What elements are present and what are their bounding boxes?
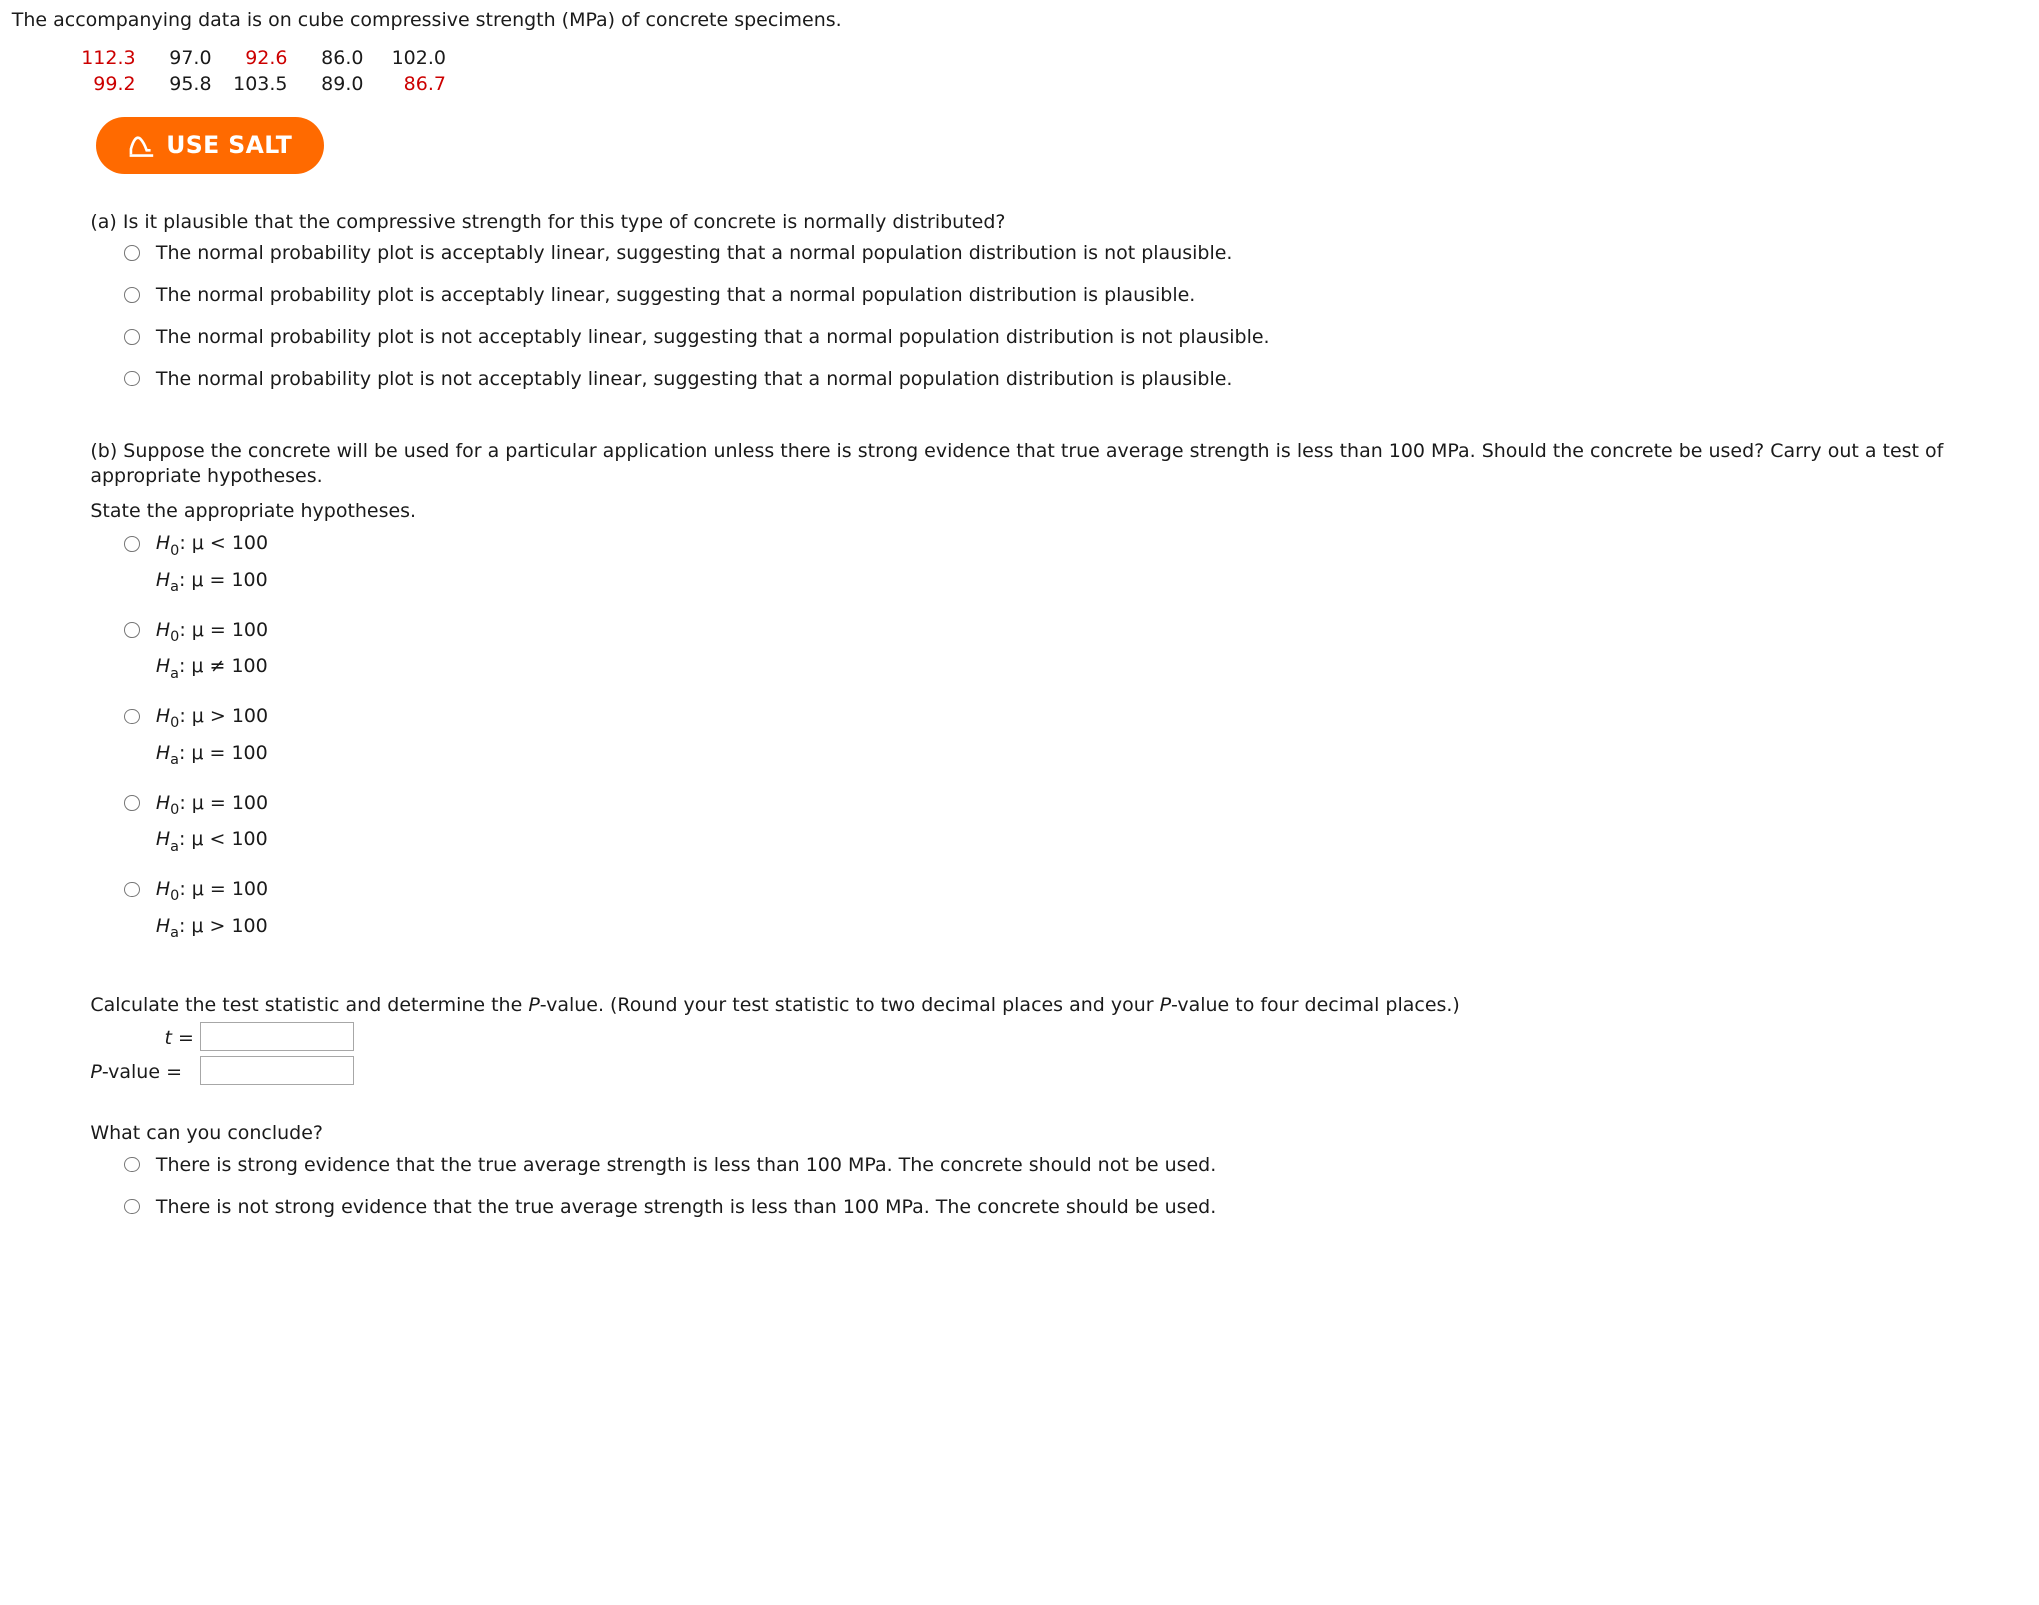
data-value: 99.2 bbox=[93, 72, 136, 95]
part-a-radio-3[interactable] bbox=[124, 329, 140, 345]
part-a-radio-4[interactable] bbox=[124, 371, 140, 387]
problem-intro: The accompanying data is on cube compressive strength (MPa) of concrete specimens. bbox=[11, 8, 842, 31]
p-value-label: P-value = bbox=[90, 1060, 182, 1083]
state-hypotheses-prompt: State the appropriate hypotheses. bbox=[90, 500, 417, 523]
part-a-option-label: The normal probability plot is acceptably linear, suggesting that a normal population distribution is plausible. bbox=[155, 283, 1196, 306]
alt-hypothesis: $H_a$: μ = 100 bbox=[155, 568, 268, 596]
null-hypothesis: $H_0$: μ = 100 bbox=[155, 791, 269, 818]
part-a-radio-1[interactable] bbox=[124, 245, 140, 261]
p-value-input[interactable] bbox=[200, 1056, 353, 1085]
alt-hypothesis: $H_a$: μ > 100 bbox=[155, 914, 268, 942]
part-a-option-label: The normal probability plot is acceptably linear, suggesting that a normal population distribution is not plausible. bbox=[155, 242, 1233, 265]
data-value: 86.0 bbox=[321, 46, 364, 69]
conclude-prompt: What can you conclude? bbox=[90, 1122, 323, 1145]
alt-hypothesis: $H_a$: μ = 100 bbox=[155, 741, 268, 769]
t-statistic-input[interactable] bbox=[200, 1022, 353, 1051]
data-value: 86.7 bbox=[403, 72, 446, 95]
hypothesis-radio-5[interactable] bbox=[124, 882, 140, 898]
hypothesis-radio-4[interactable] bbox=[124, 795, 140, 811]
data-value: 95.8 bbox=[169, 72, 212, 95]
data-row bbox=[81, 45, 463, 71]
salt-chart-icon bbox=[127, 132, 156, 158]
part-b-question: (b) Suppose the concrete will be used for a particular application unless there is strong evidence that true average strength is less than 100 MPa. Should the concrete be used? Carry out a test of appropriate hypotheses. bbox=[90, 439, 1944, 487]
data-row bbox=[81, 71, 463, 97]
t-label: t = bbox=[164, 1026, 194, 1049]
part-a-question: (a) Is it plausible that the compressive strength for this type of concrete is normally distributed? bbox=[90, 210, 1006, 233]
null-hypothesis: $H_0$: μ > 100 bbox=[155, 705, 269, 732]
data-value: 102.0 bbox=[391, 46, 446, 69]
data-value: 97.0 bbox=[169, 46, 212, 69]
null-hypothesis: $H_0$: μ < 100 bbox=[155, 532, 269, 559]
hypothesis-radio-1[interactable] bbox=[124, 536, 140, 552]
use-salt-label: USE SALT bbox=[166, 131, 293, 160]
part-a-option-label: The normal probability plot is not acceptably linear, suggesting that a normal population distribution is plausible. bbox=[155, 367, 1233, 390]
conclusion-option-label: There is strong evidence that the true average strength is less than 100 MPa. The concrete should not be used. bbox=[155, 1153, 1217, 1176]
data-value: 92.6 bbox=[245, 46, 288, 69]
hypothesis-radio-2[interactable] bbox=[124, 622, 140, 638]
null-hypothesis: $H_0$: μ = 100 bbox=[155, 618, 269, 645]
data-value: 112.3 bbox=[81, 46, 136, 69]
alt-hypothesis: $H_a$: μ < 100 bbox=[155, 828, 268, 855]
data-value: 103.5 bbox=[233, 72, 288, 95]
part-a-radio-2[interactable] bbox=[124, 287, 140, 303]
alt-hypothesis: $H_a$: μ ≠ 100 bbox=[155, 655, 268, 682]
use-salt-button[interactable] bbox=[96, 117, 324, 175]
part-a-option-label: The normal probability plot is not acceptably linear, suggesting that a normal population distribution is not plausible. bbox=[155, 325, 1270, 348]
data-value: 89.0 bbox=[321, 72, 364, 95]
null-hypothesis: $H_0$: μ = 100 bbox=[155, 878, 269, 905]
data-table bbox=[81, 45, 463, 97]
calc-prompt: Calculate the test statistic and determine the P-value. (Round your test statistic to two decimal places and your P-value to four decimal places.) bbox=[90, 993, 1460, 1016]
conclusion-option-label: There is not strong evidence that the true average strength is less than 100 MPa. The concrete should be used. bbox=[155, 1195, 1217, 1218]
conclusion-radio-2[interactable] bbox=[124, 1199, 140, 1215]
hypothesis-radio-3[interactable] bbox=[124, 709, 140, 725]
conclusion-radio-1[interactable] bbox=[124, 1157, 140, 1173]
